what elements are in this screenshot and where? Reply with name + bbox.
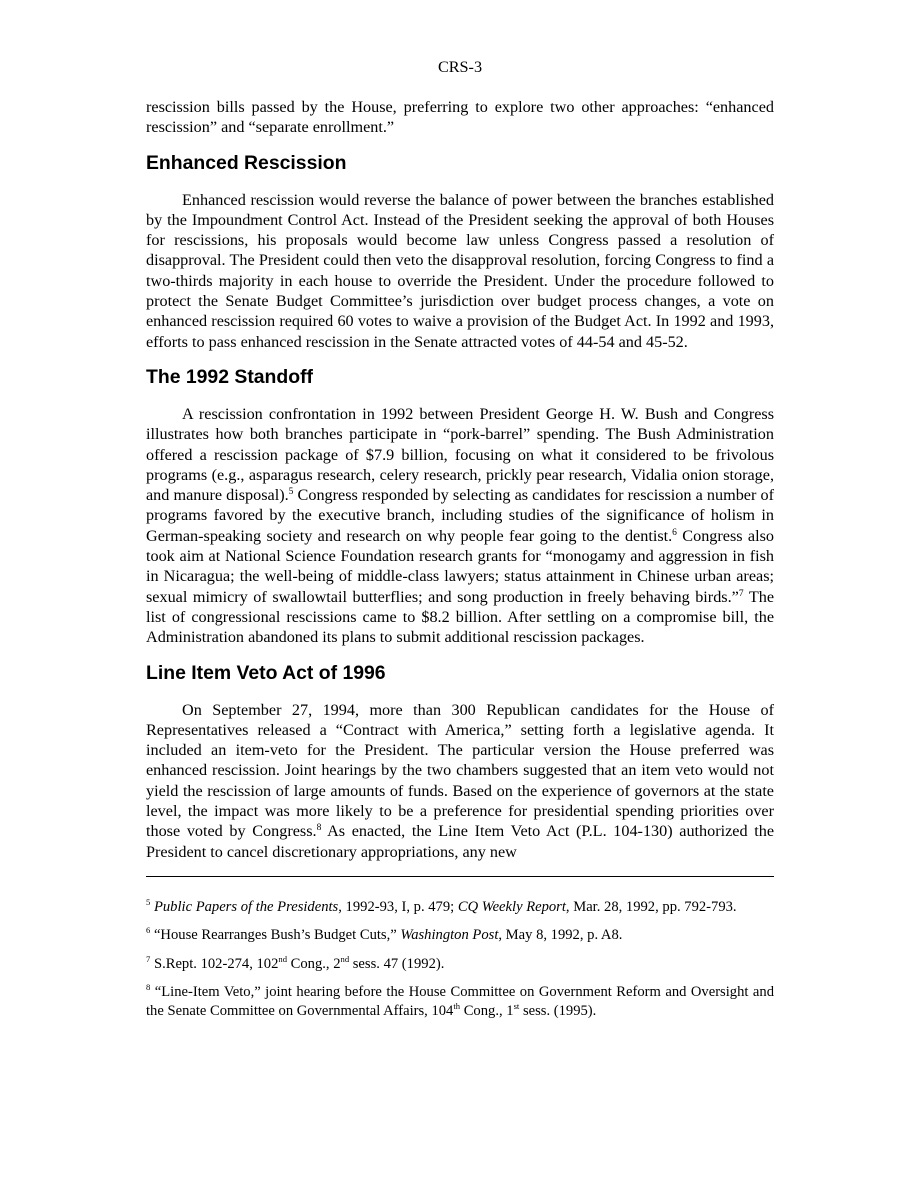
standoff-paragraph (146, 404, 774, 648)
footnote-8 (146, 983, 774, 1020)
enhanced-rescission-paragraph: Enhanced rescission would reverse the balance of power between the branches established by the Impoundment Control Act. Instead of the President seeking the approval of both Houses for rescissions, his proposals would become law unless Congress passed a resolution of disapproval. The President could then veto the disapproval resolution, forcing Congress to find a two-thirds majority in each house to override the President. Under the procedure followed to protect the Senate Budget Committee’s jurisdiction over budget process changes, a vote on enhanced rescission required 60 votes to waive a provision of the Budget Act. In 1992 and 1993, efforts to pass enhanced rescission in the Senate attracted votes of 44-54 and 45-52. (146, 190, 774, 351)
footnote-8-text-3: sess. (1995). (519, 1002, 597, 1019)
footnote-7-text-2: Cong., 2 (287, 955, 341, 972)
document-page (146, 0, 774, 1020)
standoff-text-d: The list of congressional rescissions came to $8.2 billion. After settling on a compromise bill, the Administration abandoned its plans to submit additional rescission packages. (146, 587, 774, 647)
footnote-6 (146, 926, 774, 944)
footnote-8-text-1: “Line-Item Veto,” joint hearing before the House Committee on Government Reform and Oversight and the Senate Committee on Governmental Affairs, 104 (146, 984, 774, 1019)
footnote-ref-8[interactable]: 8 (316, 823, 322, 834)
heading-line-item-veto: Line Item Veto Act of 1996 (146, 661, 386, 684)
line-item-text-b: As enacted, the Line Item Veto Act (P.L. 104-130) authorized the President to cancel discretionary appropriations, any new (146, 822, 775, 861)
footnote-7-number: 7 (146, 953, 151, 964)
footnote-divider (146, 876, 774, 877)
footnote-5-source-1: Public Papers of the Presidents (153, 898, 339, 915)
footnote-7-text-1: S.Rept. 102-274, 102 (153, 955, 279, 972)
footnote-8-text-2: Cong., 1 (460, 1002, 514, 1019)
footnote-5-number: 5 (146, 896, 151, 907)
footnote-7-text-3: sess. 47 (1992). (349, 955, 445, 972)
standoff-text-b: Congress responded by selecting as candidates for rescission a number of programs favored by the executive branch, including studies of the significance of holism in German-speaking society and research on why people fear going to the dentist. (146, 486, 774, 545)
page-header: CRS-3 (437, 58, 483, 76)
footnote-8-number: 8 (146, 982, 151, 993)
footnote-6-text-1: “House Rearranges Bush’s Budget Cuts,” (153, 927, 401, 944)
footnote-ref-6[interactable]: 6 (672, 527, 677, 538)
footnote-7 (146, 955, 774, 973)
footnote-6-source: Washington Post (400, 927, 499, 944)
footnote-5 (146, 898, 774, 916)
footnote-5-text-2: , Mar. 28, 1992, pp. 792-793. (565, 898, 737, 915)
line-item-paragraph (146, 700, 774, 862)
line-item-text-a: On September 27, 1994, more than 300 Republican candidates for the House of Representatives released a “Contract with America,” setting forth a legislative agenda. It included an item-veto for the President. The particular version the House preferred was enhanced rescission. Joint hearings by the two chambers suggested that an item veto would not yield the rescission of large amounts of funds. Based on the experience of governors at the state level, the impact was more likely to be a preference for presidential spending priorities over those voted by Congress. (146, 700, 774, 841)
footnote-ref-7[interactable]: 7 (738, 588, 744, 599)
heading-enhanced-rescission: Enhanced Rescission (146, 151, 347, 174)
intro-paragraph: rescission bills passed by the House, preferring to explore two other approaches: “enhanced rescission” and “separate enrollment.” (146, 98, 774, 137)
footnote-5-source-2: CQ Weekly Report (457, 898, 566, 915)
footnote-6-number: 6 (146, 925, 151, 936)
footnote-7-ordinal-2: nd (340, 953, 350, 964)
footnote-5-text-1: , 1992-93, I, p. 479; (338, 898, 458, 915)
footnote-8-ordinal-1: th (453, 1000, 461, 1011)
footnote-ref-5[interactable]: 5 (288, 487, 294, 498)
heading-1992-standoff: The 1992 Standoff (146, 365, 314, 388)
footnote-6-text-2: , May 8, 1992, p. A8. (498, 927, 623, 944)
standoff-text-c: Congress also took aim at National Science Foundation research grants for “monogamy and aggression in fish in Nicaragua; the well-being of middle-class lawyers; status attainment in Chinese urban areas; sexual mimicry of swallowtail butterflies; and song production in freely behaving birds.” (146, 526, 775, 606)
standoff-text-a: A rescission confrontation in 1992 between President George H. W. Bush and Congress illustrates how both branches participate in “pork-barrel” spending. The Bush Administration offered a rescission package of $7.9 billion, focusing on what it considered to be frivolous programs (e.g., asparagus research, celery research, prickly pear research, Vidalia onion storage, and manure disposal). (146, 404, 774, 505)
footnote-8-ordinal-2: st (513, 1000, 520, 1011)
footnote-7-ordinal-1: nd (278, 953, 287, 964)
